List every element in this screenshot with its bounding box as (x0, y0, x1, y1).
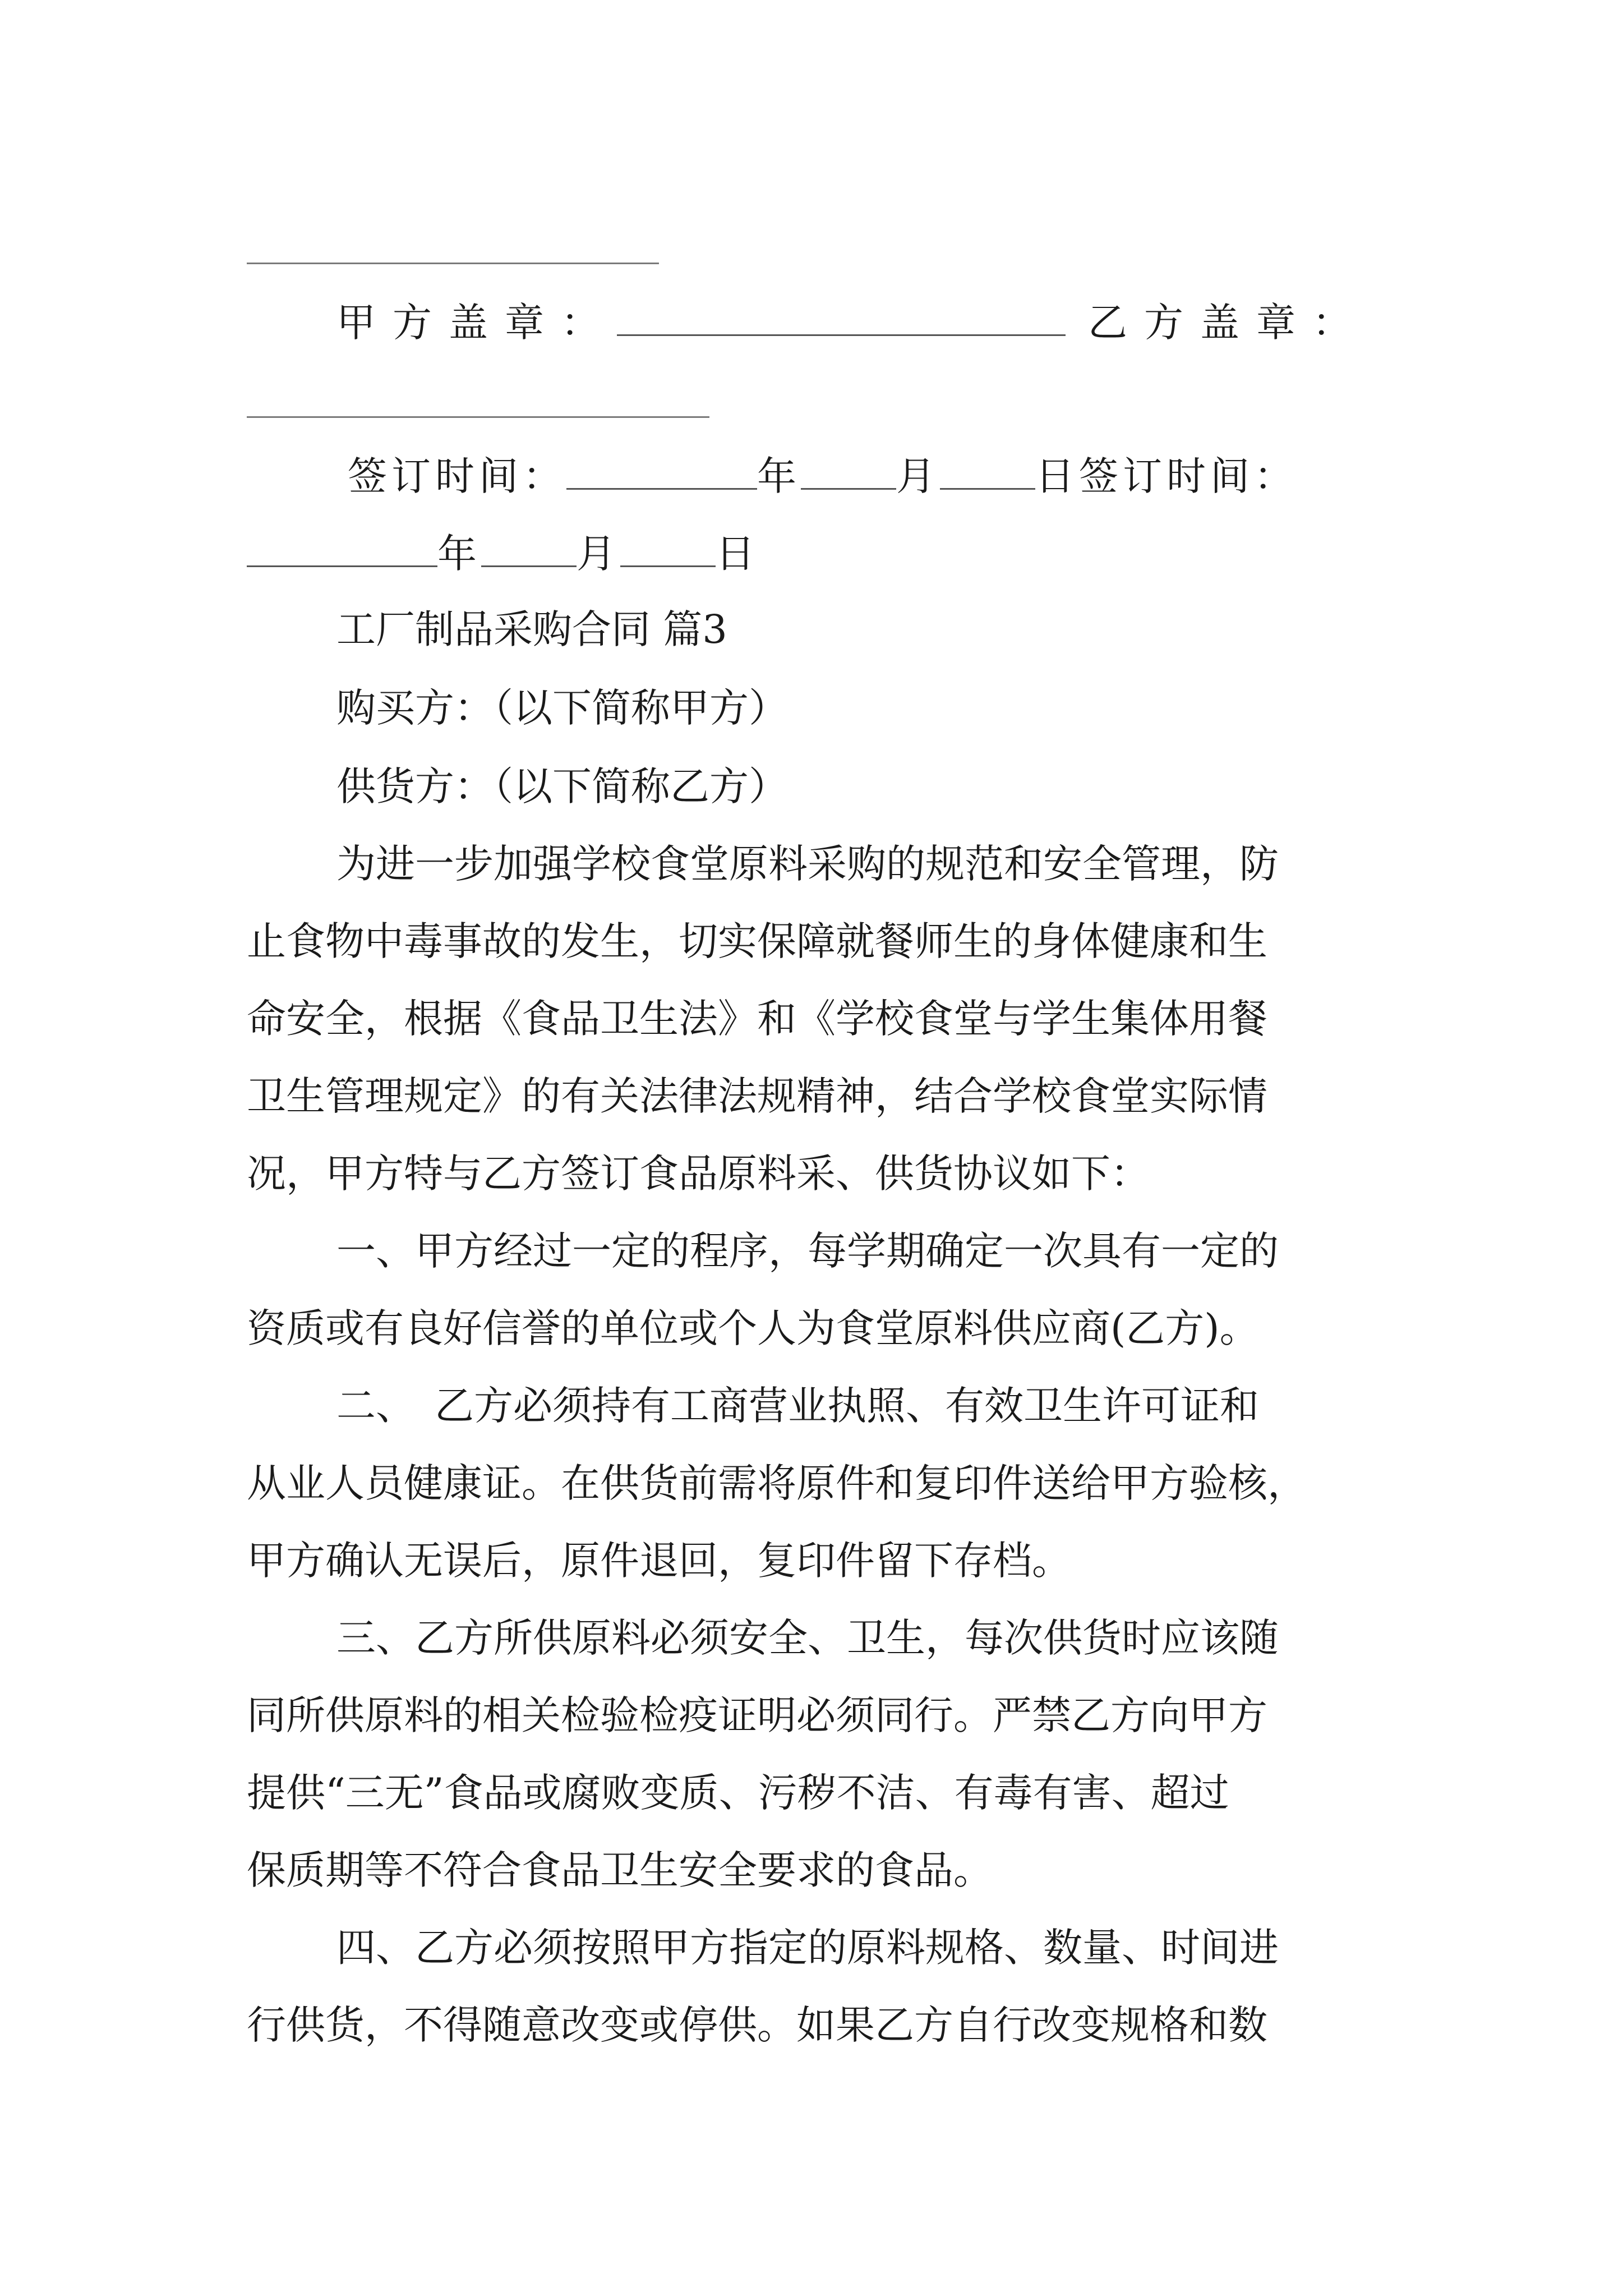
party-a-seal-blank (617, 295, 1066, 336)
item2-line-3: 甲方确认无误后，原件退回，复印件留下存档。 (247, 1538, 1071, 1584)
year-label-b: 年 (437, 531, 481, 577)
party-b-seal-label: 乙方盖章： (1088, 300, 1368, 346)
sign-time-label-b: 签订时间： (1079, 453, 1298, 499)
buyer-line: 购买方：（以下简称甲方） (336, 685, 788, 731)
intro-line-5: 况，甲方特与乙方签订食品原料采、供货协议如下： (247, 1151, 1150, 1197)
intro-line-1: 为进一步加强学校食堂原料采购的规范和安全管理，防 (336, 841, 1279, 887)
day-blank-a (940, 449, 1035, 490)
supplier-line: 供货方：（以下简称乙方） (336, 763, 788, 809)
signature-line-party-b (247, 416, 709, 418)
sign-time-label-a: 签订时间： (348, 453, 566, 499)
month-blank-a (801, 449, 896, 490)
item3-line-3: 提供“三无”食品或腐败变质、污秽不洁、有毒有害、超过 (247, 1770, 1229, 1816)
item2-line-1: 二、 乙方必须持有工商营业执照、有效卫生许可证和 (336, 1383, 1259, 1429)
party-a-seal-label: 甲方盖章： (336, 300, 617, 346)
item1-line-1: 一、甲方经过一定的程序，每学期确定一次具有一定的 (336, 1228, 1279, 1274)
intro-line-2: 止食物中毒事故的发生，切实保障就餐师生的身体健康和生 (247, 918, 1267, 964)
year-label-a: 年 (757, 453, 801, 499)
year-blank-b (247, 526, 437, 567)
month-label-b: 月 (577, 531, 620, 577)
item4-line-1: 四、乙方必须按照甲方指定的原料规格、数量、时间进 (336, 1925, 1279, 1971)
item2-line-2: 从业人员健康证。在供货前需将原件和复印件送给甲方验核， (247, 1460, 1307, 1506)
day-blank-b (620, 526, 716, 567)
item3-line-2: 同所供原料的相关检验检疫证明必须同行。严禁乙方向甲方 (247, 1692, 1267, 1738)
seal-line (336, 295, 1419, 347)
item1-line-2: 资质或有良好信誉的单位或个人为食堂原料供应商(乙方)。 (247, 1305, 1259, 1351)
day-label-b: 日 (716, 531, 759, 577)
intro-line-4: 卫生管理规定》的有关法律法规精神，结合学校食堂实际情 (247, 1073, 1267, 1119)
month-blank-b (481, 526, 577, 567)
item3-line-4: 保质期等不符合食品卫生安全要求的食品。 (247, 1847, 993, 1893)
month-label-a: 月 (896, 453, 940, 499)
year-blank-a (566, 449, 757, 490)
sign-time-line-2 (247, 526, 1413, 578)
item4-line-2: 行供货，不得随意改变或停供。如果乙方自行改变规格和数 (247, 2002, 1267, 2048)
item3-line-1: 三、乙方所供原料必须安全、卫生，每次供货时应该随 (336, 1615, 1279, 1661)
intro-line-3: 命安全，根据《食品卫生法》和《学校食堂与学生集体用餐 (247, 996, 1267, 1042)
sign-time-line (348, 449, 1419, 501)
section-title: 工厂制品采购合同 篇3 (336, 606, 727, 652)
signature-line-top (247, 263, 659, 264)
day-label-a: 日 (1035, 453, 1079, 499)
